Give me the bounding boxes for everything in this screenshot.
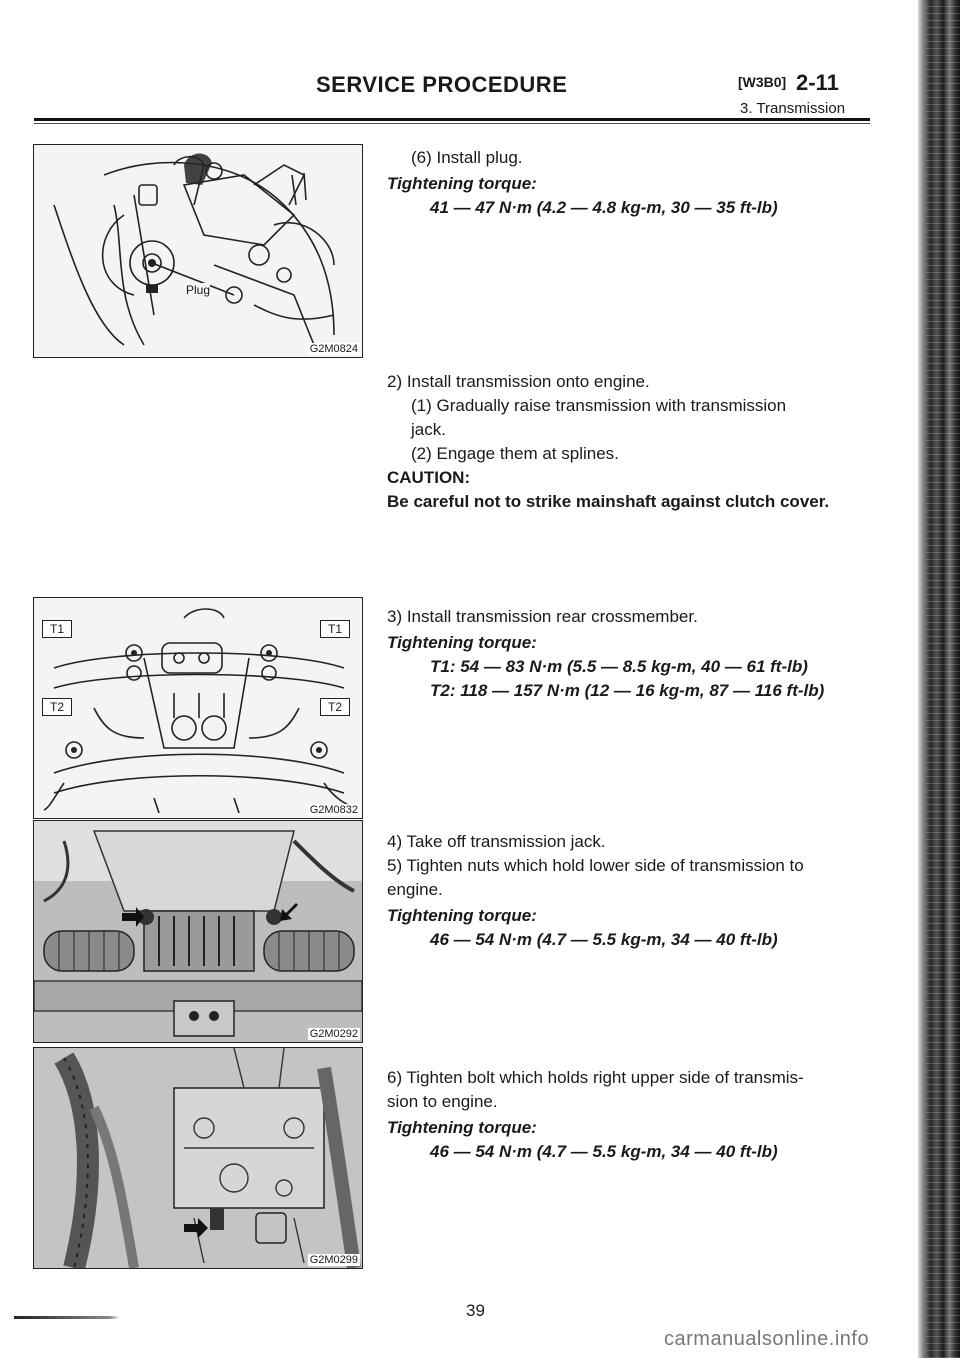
figure-plug-install <box>33 144 363 358</box>
section-code: [W3B0] <box>738 74 787 90</box>
lower-nuts-photo <box>34 821 362 1042</box>
header-rule <box>34 118 870 121</box>
step-text: (1) Gradually raise transmission with transmission <box>411 396 787 415</box>
figure-lower-nuts <box>33 820 363 1043</box>
step-text: 5) Tighten nuts which hold lower side of transmission to <box>387 856 804 875</box>
torque-value: 46 — 54 N·m (4.7 — 5.5 kg-m, 34 — 40 ft-lb) <box>430 1142 778 1161</box>
step-text: 3) Install transmission rear crossmember. <box>387 607 698 626</box>
corner-mark <box>14 1316 120 1319</box>
step-text: 6) Tighten bolt which holds right upper side of transmis- <box>387 1068 804 1087</box>
torque-callout-t2-left: T2 <box>42 698 72 716</box>
torque-value-t1: T1: 54 — 83 N·m (5.5 — 8.5 kg-m, 40 — 61 ft-lb) <box>430 657 808 676</box>
watermark: carmanualsonline.info <box>664 1328 870 1350</box>
crossmember-illustration <box>34 598 362 818</box>
torque-label: Tightening torque: <box>387 1118 537 1137</box>
page-title: SERVICE PROCEDURE <box>316 72 568 97</box>
torque-label: Tightening torque: <box>387 174 537 193</box>
step-text: 2) Install transmission onto engine. <box>387 372 650 391</box>
page-number: 39 <box>466 1301 485 1320</box>
step-text: (2) Engage them at splines. <box>411 444 619 463</box>
figure-upper-bolt <box>33 1047 363 1269</box>
torque-label: Tightening torque: <box>387 633 537 652</box>
header-rule-thin <box>34 123 870 124</box>
section-number: 2-11 <box>796 70 839 95</box>
figure-crossmember <box>33 597 363 819</box>
subsection-title: 3. Transmission <box>740 100 846 117</box>
torque-value: 46 — 54 N·m (4.7 — 5.5 kg-m, 34 — 40 ft-lb) <box>430 930 778 949</box>
plug-illustration <box>34 145 362 357</box>
step-text: engine. <box>387 880 443 899</box>
caution-label: CAUTION: <box>387 468 471 487</box>
figure-code: G2M0824 <box>309 343 358 355</box>
torque-label: Tightening torque: <box>387 906 537 925</box>
figure-code: G2M0832 <box>309 804 358 816</box>
torque-callout-t1-left: T1 <box>42 620 72 638</box>
figure-code: G2M0292 <box>309 1028 358 1040</box>
plug-callout: Plug <box>186 283 211 297</box>
step-text: 4) Take off transmission jack. <box>387 832 606 851</box>
torque-callout-t1-right: T1 <box>320 620 350 638</box>
torque-value: 41 — 47 N·m (4.2 — 4.8 kg-m, 30 — 35 ft-lb) <box>430 198 778 217</box>
scan-edge-texture <box>926 0 960 1358</box>
caution-text: Be careful not to strike mainshaft against clutch cover. <box>387 492 830 511</box>
step-text: jack. <box>411 420 446 439</box>
figure-code: G2M0299 <box>309 1254 358 1266</box>
step-text: sion to engine. <box>387 1092 498 1111</box>
upper-bolt-photo <box>34 1048 362 1268</box>
torque-value-t2: T2: 118 — 157 N·m (12 — 16 kg-m, 87 — 116 ft-lb) <box>430 681 825 700</box>
step-text: (6) Install plug. <box>411 148 523 167</box>
torque-callout-t2-right: T2 <box>320 698 350 716</box>
